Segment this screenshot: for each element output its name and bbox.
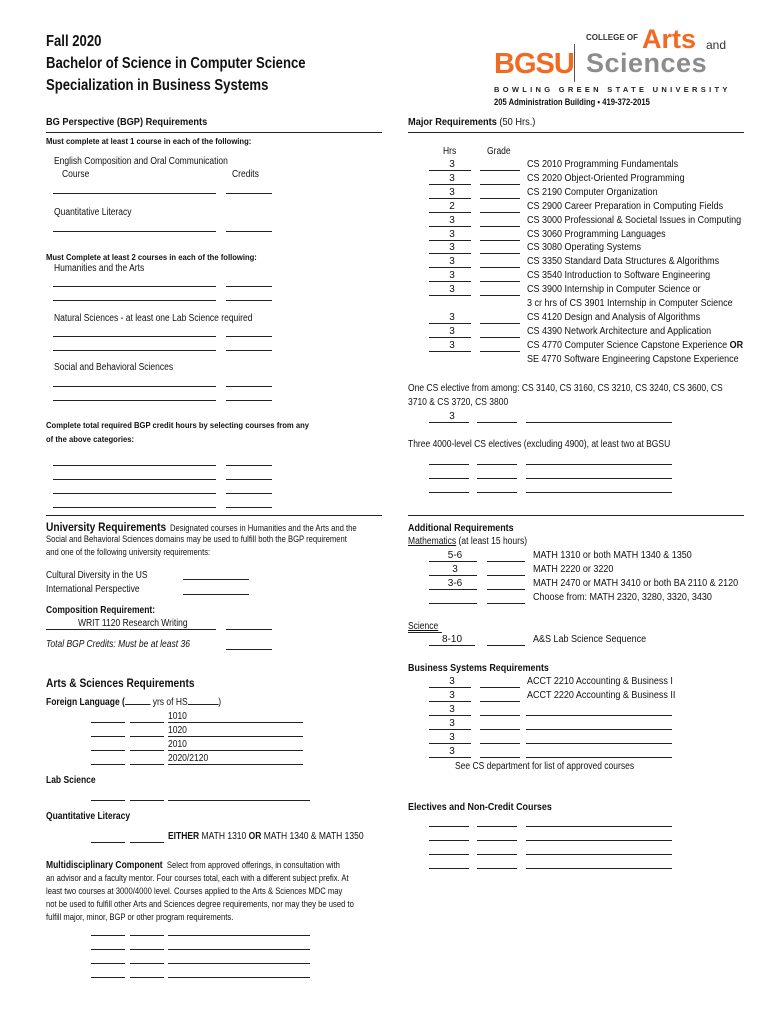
- course-line[interactable]: [526, 868, 672, 869]
- logo-arts: Arts: [642, 24, 697, 54]
- course-line[interactable]: [53, 465, 216, 466]
- foreign-suffix: yrs of HS: [150, 697, 188, 708]
- arts-sciences-title: Arts & Sciences Requirements: [46, 676, 195, 690]
- science-hrs: 8-10: [441, 634, 462, 645]
- course-line[interactable]: [53, 231, 216, 232]
- course-line[interactable]: [168, 722, 303, 723]
- hrs-line[interactable]: [429, 561, 477, 562]
- math-hrs: 5-6: [447, 550, 463, 561]
- grade-line[interactable]: [480, 323, 520, 324]
- grade-line[interactable]: [477, 840, 517, 841]
- course-name-text: CS 2190 Computer Organization: [527, 186, 658, 198]
- credits-line[interactable]: [226, 286, 272, 287]
- course-line[interactable]: [53, 507, 216, 508]
- hrs-line[interactable]: [91, 842, 125, 843]
- course-name: [527, 215, 741, 227]
- grade-line[interactable]: [480, 687, 520, 688]
- see-note: See CS department for list of approved courses: [455, 761, 635, 772]
- level-2010: 2010: [168, 739, 187, 750]
- business-hrs: 3: [449, 732, 455, 743]
- grade-line[interactable]: [130, 722, 164, 723]
- grade-line[interactable]: [477, 826, 517, 827]
- grade-line[interactable]: [130, 800, 164, 801]
- hrs-line[interactable]: [429, 295, 471, 296]
- hrs-line[interactable]: [429, 337, 471, 338]
- title-line-specialization: Specialization in Business Systems: [46, 77, 269, 94]
- foreign-language-row: [46, 697, 221, 708]
- hrs-line[interactable]: [429, 492, 469, 493]
- grade-line[interactable]: [487, 645, 525, 646]
- course-name-text: SE 4770 Software Engineering Capstone Experience: [527, 353, 739, 365]
- course-name: [527, 187, 658, 199]
- course-name-text: CS 2020 Object-Oriented Programming: [527, 172, 685, 184]
- credits-line[interactable]: [226, 465, 272, 466]
- title-line-term: Fall 2020: [46, 33, 102, 50]
- bgsu-logo: [492, 24, 732, 118]
- grade-line[interactable]: [130, 764, 164, 765]
- bgp-complete-total-line2: of the above categories:: [46, 434, 135, 444]
- col-hrs: Hrs: [443, 146, 457, 157]
- course-name: [527, 312, 700, 324]
- grade-line[interactable]: [480, 757, 520, 758]
- elective-line-2: 3710 & CS 3720, CS 3800: [408, 397, 509, 408]
- logo-and: and: [706, 38, 727, 52]
- hrs-line[interactable]: [429, 729, 471, 730]
- level-1020: 1020: [168, 725, 187, 736]
- mdc-line-3: least two courses at 3000/4000 level. Courses applied to the Arts & Sciences MDC may: [46, 886, 343, 896]
- grade-line[interactable]: [487, 561, 525, 562]
- total-bgp: Total BGP Credits: Must be at least 36: [46, 639, 190, 650]
- grade-line[interactable]: [477, 478, 517, 479]
- lab-science-title: Lab Science: [46, 775, 96, 786]
- bgp-course-header: Course: [62, 169, 90, 180]
- course-line[interactable]: [168, 935, 310, 936]
- grade-line[interactable]: [487, 589, 525, 590]
- or-label: OR: [729, 339, 744, 351]
- credits-line[interactable]: [226, 336, 272, 337]
- grade-line[interactable]: [480, 295, 520, 296]
- grade-line[interactable]: [480, 226, 520, 227]
- course-hrs: 3: [449, 270, 455, 282]
- course-name-text: CS 3540 Introduction to Software Engineering: [527, 270, 711, 282]
- bgp-social: Social and Behavioral Sciences: [54, 362, 174, 373]
- col-grade: Grade: [487, 146, 511, 157]
- hrs-line[interactable]: [429, 478, 469, 479]
- hrs-line[interactable]: [429, 854, 469, 855]
- hrs-line[interactable]: [429, 701, 471, 702]
- course-line[interactable]: [526, 757, 672, 758]
- course-name: [527, 256, 719, 268]
- grade-line[interactable]: [477, 492, 517, 493]
- course-name: [527, 242, 641, 254]
- grade-line[interactable]: [130, 977, 164, 978]
- credits-line[interactable]: [226, 193, 272, 194]
- math-hrs: 3: [452, 564, 458, 575]
- major-title: Major Requirements: [408, 116, 497, 128]
- credits-line[interactable]: [226, 493, 272, 494]
- mdc-line-1: Select from approved offerings, in consultation with: [166, 860, 340, 870]
- math-course-name: MATH 2470 or MATH 3410 or both BA 2110 & 2120: [533, 578, 739, 589]
- section-rule: [46, 132, 382, 133]
- mdc-line-2: an advisor and a faculty mentor. Four courses total, each with a different subject prefix. At: [46, 873, 349, 883]
- elective-line-1: One CS elective from among: CS 3140, CS 3160, CS 3210, CS 3240, CS 3600, CS: [408, 383, 723, 394]
- course-name: [527, 201, 723, 213]
- science-name: A&S Lab Science Sequence: [533, 634, 647, 645]
- business-hrs: 3: [449, 718, 455, 729]
- course-name: [527, 270, 710, 282]
- hrs-line[interactable]: [429, 464, 469, 465]
- hrs-line[interactable]: [91, 935, 125, 936]
- course-hrs: 3: [449, 172, 455, 184]
- course-name-text: 3 cr hrs of CS 3901 Internship in Computer Science: [527, 298, 733, 309]
- bgp-humanities: Humanities and the Arts: [54, 263, 145, 274]
- business-course-name: ACCT 2210 Accounting & Business I: [527, 676, 673, 687]
- course-line[interactable]: [526, 464, 672, 465]
- credits-line[interactable]: [226, 350, 272, 351]
- section-rule: [408, 132, 744, 133]
- math-heading: [408, 535, 527, 549]
- quant-options: [168, 830, 364, 844]
- university-desc-1: Designated courses in Humanities and the Arts and the: [169, 523, 357, 533]
- bgp-title: BG Perspective (BGP) Requirements: [46, 116, 208, 128]
- hrs-line[interactable]: [429, 575, 477, 576]
- hrs-line[interactable]: [91, 736, 125, 737]
- mdc-line-4: not be used to fulfill other Arts and Sciences degree requirements, nor may they be used to: [46, 899, 354, 909]
- course-line[interactable]: [526, 840, 672, 841]
- course-line[interactable]: [53, 336, 216, 337]
- course-line[interactable]: [168, 736, 303, 737]
- grade-line[interactable]: [480, 170, 520, 171]
- course-line[interactable]: [53, 193, 216, 194]
- math-course-name: MATH 1310 or both MATH 1340 & 1350: [533, 550, 692, 561]
- course-line[interactable]: [53, 493, 216, 494]
- bgp-must-two: Must Complete at least 2 courses in each of the following:: [46, 252, 257, 262]
- hrs-line[interactable]: [429, 826, 469, 827]
- grade-line[interactable]: [480, 351, 520, 352]
- section-rule: [408, 515, 744, 516]
- writ-1120: WRIT 1120 Research Writing: [78, 618, 188, 629]
- course-hrs: 3: [449, 339, 455, 351]
- university-cultural: Cultural Diversity in the US: [46, 570, 148, 581]
- course-name-text: CS 3060 Programming Languages: [527, 228, 666, 240]
- course-name-text: CS 3350 Standard Data Structures & Algorithms: [527, 256, 720, 268]
- course-line[interactable]: [53, 300, 216, 301]
- course-hrs: 3: [449, 214, 455, 226]
- logo-sciences: Sciences: [586, 48, 708, 78]
- university-desc-2: Social and Behavioral Sciences domains may be used to fulfill both the BGP requirement: [46, 534, 347, 544]
- course-line[interactable]: [168, 963, 310, 964]
- foreign-close: ): [218, 697, 222, 708]
- course-name-text: CS 3900 Internship in Computer Science or: [527, 284, 701, 296]
- grade-line[interactable]: [130, 750, 164, 751]
- course-line[interactable]: [526, 478, 672, 479]
- grade-line[interactable]: [480, 281, 520, 282]
- course-name: [527, 298, 733, 310]
- grade-line[interactable]: [130, 935, 164, 936]
- composition-title: Composition Requirement:: [46, 605, 156, 616]
- hrs-line[interactable]: [429, 715, 471, 716]
- science-title: Science: [408, 621, 439, 632]
- credits-line[interactable]: [226, 386, 272, 387]
- foreign-label: Foreign Language (: [46, 697, 125, 708]
- business-title: Business Systems Requirements: [408, 662, 549, 674]
- course-line[interactable]: [53, 400, 216, 401]
- math-title: Mathematics: [408, 536, 457, 547]
- business-hrs: 3: [449, 676, 455, 687]
- hrs-line[interactable]: [91, 722, 125, 723]
- hrs-line[interactable]: [429, 603, 477, 604]
- title-line-degree: Bachelor of Science in Computer Science: [46, 55, 306, 72]
- grade-line[interactable]: [480, 715, 520, 716]
- hrs-line[interactable]: [429, 687, 471, 688]
- logo-bgsu: BGSU: [494, 48, 574, 80]
- bgp-credits-header: Credits: [232, 169, 259, 180]
- grade-line[interactable]: [480, 212, 520, 213]
- grade-line[interactable]: [480, 729, 520, 730]
- math-1340: MATH 1340 & MATH 1350: [261, 831, 364, 842]
- credits-line[interactable]: [226, 300, 272, 301]
- grade-line[interactable]: [480, 253, 520, 254]
- bgp-quant: Quantitative Literacy: [54, 207, 132, 218]
- grade-line[interactable]: [480, 240, 520, 241]
- course-line[interactable]: [526, 715, 672, 716]
- course-line[interactable]: [168, 977, 310, 978]
- grade-line[interactable]: [480, 267, 520, 268]
- hrs-line[interactable]: [429, 868, 469, 869]
- course-name-text: CS 4120 Design and Analysis of Algorithms: [527, 311, 701, 323]
- grade-line[interactable]: [487, 575, 525, 576]
- grade-line[interactable]: [130, 949, 164, 950]
- course-hrs: 3: [449, 311, 455, 323]
- course-hrs: 3: [449, 256, 455, 268]
- course-line[interactable]: [53, 286, 216, 287]
- course-hrs: 3: [449, 159, 455, 170]
- hs-years-field[interactable]: [125, 704, 151, 705]
- grade-line[interactable]: [130, 842, 164, 843]
- course-name-text: CS 3000 Professional & Societal Issues in Computing: [527, 214, 742, 226]
- grade-line[interactable]: [480, 337, 520, 338]
- section-rule: [46, 515, 382, 516]
- business-hrs: 3: [449, 746, 455, 757]
- grade-line[interactable]: [130, 963, 164, 964]
- hrs-line[interactable]: [429, 422, 469, 423]
- hrs-line[interactable]: [429, 645, 475, 646]
- mdc-block: [46, 859, 354, 924]
- hs-field[interactable]: [188, 704, 219, 705]
- mdc-line-5: fulfill major, minor, BGP or other program requirements.: [46, 912, 234, 922]
- hrs-line[interactable]: [429, 267, 471, 268]
- course-name: [527, 229, 666, 241]
- course-line[interactable]: [526, 422, 672, 423]
- credits-line[interactable]: [226, 629, 272, 630]
- international-line[interactable]: [183, 594, 249, 595]
- hrs-line[interactable]: [429, 757, 471, 758]
- hrs-line[interactable]: [91, 949, 125, 950]
- level-2020: 2020/2120: [168, 753, 209, 764]
- electives-title: Electives and Non-Credit Courses: [408, 801, 552, 813]
- hrs-line[interactable]: [429, 170, 471, 171]
- credits-line[interactable]: [226, 400, 272, 401]
- grade-line[interactable]: [477, 464, 517, 465]
- course-name-text: CS 4770 Computer Science Capstone Experience: [527, 339, 730, 351]
- business-course-name: ACCT 2220 Accounting & Business II: [527, 690, 676, 701]
- math-hours: (at least 15 hours): [456, 536, 528, 547]
- course-line[interactable]: [168, 800, 310, 801]
- credits-line[interactable]: [226, 479, 272, 480]
- hrs-line[interactable]: [429, 198, 471, 199]
- logo-address: 205 Administration Building • 419-372-2015: [494, 97, 650, 107]
- hrs-line[interactable]: [91, 764, 125, 765]
- hrs-line[interactable]: [91, 977, 125, 978]
- grade-line[interactable]: [477, 868, 517, 869]
- bgp-english: English Composition and Oral Communication: [54, 156, 228, 167]
- course-name: [527, 354, 739, 366]
- bgp-natural: Natural Sciences - at least one Lab Science required: [54, 313, 253, 324]
- course-line[interactable]: [53, 350, 216, 351]
- university-international: International Perspective: [46, 584, 140, 595]
- hrs-line[interactable]: [429, 240, 471, 241]
- grade-line[interactable]: [487, 603, 525, 604]
- course-hrs: 2: [449, 200, 455, 212]
- hrs-line[interactable]: [429, 184, 471, 185]
- elective-text: [408, 382, 723, 410]
- logo-university: BOWLING GREEN STATE UNIVERSITY: [494, 85, 731, 94]
- bgp-must-one: Must complete at least 1 course in each of the following:: [46, 136, 252, 146]
- course-line[interactable]: [53, 479, 216, 480]
- science-underline: [408, 632, 442, 633]
- math-course-name: Choose from: MATH 2320, 3280, 3320, 3430: [533, 592, 712, 603]
- math-hrs: 3-6: [447, 578, 463, 589]
- elective-hrs: 3: [449, 411, 455, 422]
- grade-line[interactable]: [480, 198, 520, 199]
- university-title: University Requirements: [46, 520, 167, 534]
- course-name: [527, 284, 701, 296]
- course-line[interactable]: [526, 826, 672, 827]
- credits-line[interactable]: [226, 507, 272, 508]
- course-name: [527, 173, 685, 185]
- course-line[interactable]: [526, 854, 672, 855]
- course-line[interactable]: [168, 949, 310, 950]
- course-line[interactable]: [53, 386, 216, 387]
- grade-line[interactable]: [480, 184, 520, 185]
- course-name: [527, 340, 743, 352]
- course-hrs: 3: [449, 242, 455, 254]
- hrs-line[interactable]: [91, 800, 125, 801]
- grade-line[interactable]: [477, 422, 517, 423]
- additional-title: Additional Requirements: [408, 522, 514, 534]
- course-name-text: CS 4390 Network Architecture and Application: [527, 325, 712, 337]
- business-hrs: 3: [449, 690, 455, 701]
- hrs-line[interactable]: [429, 351, 471, 352]
- hrs-line[interactable]: [91, 963, 125, 964]
- course-name-text: CS 2900 Career Preparation in Computing Fields: [527, 200, 724, 212]
- course-name-text: CS 3080 Operating Systems: [527, 242, 642, 254]
- course-line[interactable]: [168, 750, 303, 751]
- cultural-line[interactable]: [183, 579, 249, 580]
- hrs-line[interactable]: [429, 253, 471, 254]
- hrs-line[interactable]: [429, 743, 471, 744]
- bgp-complete-total: [46, 418, 309, 446]
- credits-line[interactable]: [226, 231, 272, 232]
- major-title-row: [408, 116, 535, 128]
- math-course-name: MATH 2220 or 3220: [533, 564, 614, 575]
- grade-line[interactable]: [130, 736, 164, 737]
- hrs-line[interactable]: [429, 323, 471, 324]
- hrs-line[interactable]: [429, 281, 471, 282]
- logo-divider: [574, 44, 575, 82]
- course-name: [527, 326, 711, 338]
- course-name: [527, 159, 678, 171]
- course-name-text: CS 2010 Programming Fundamentals: [527, 159, 679, 170]
- university-desc-3: and one of the following university requirements:: [46, 547, 211, 557]
- hrs-line[interactable]: [429, 840, 469, 841]
- course-hrs: 3: [449, 228, 455, 240]
- course-hrs: 3: [449, 186, 455, 198]
- course-hrs: 3: [449, 284, 455, 296]
- hrs-line[interactable]: [429, 226, 471, 227]
- grade-line[interactable]: [480, 701, 520, 702]
- logo-college-of: COLLEGE OF: [586, 33, 638, 42]
- course-line[interactable]: [526, 743, 672, 744]
- major-hours: (50 Hrs.): [496, 116, 536, 128]
- course-line[interactable]: [526, 729, 672, 730]
- mdc-title: Multidisciplinary Component: [46, 860, 163, 871]
- or-label: OR: [248, 831, 262, 842]
- hrs-line[interactable]: [429, 212, 471, 213]
- hrs-line[interactable]: [429, 589, 477, 590]
- hrs-line[interactable]: [91, 750, 125, 751]
- course-hrs: 3: [449, 325, 455, 337]
- grade-line[interactable]: [480, 743, 520, 744]
- either-label: EITHER: [168, 831, 200, 842]
- level-1010: 1010: [168, 711, 187, 722]
- three-4000-text: Three 4000-level CS electives (excluding 4900), at least two at BGSU: [408, 439, 671, 450]
- course-line[interactable]: [526, 492, 672, 493]
- bgp-complete-total-line1: Complete total required BGP credit hours by selecting courses from any: [46, 420, 310, 430]
- page-title: [46, 31, 306, 97]
- as-quant-title: Quantitative Literacy: [46, 811, 131, 822]
- business-hrs: 3: [449, 704, 455, 715]
- math-1310: MATH 1310: [199, 831, 249, 842]
- credits-line[interactable]: [226, 649, 272, 650]
- grade-line[interactable]: [477, 854, 517, 855]
